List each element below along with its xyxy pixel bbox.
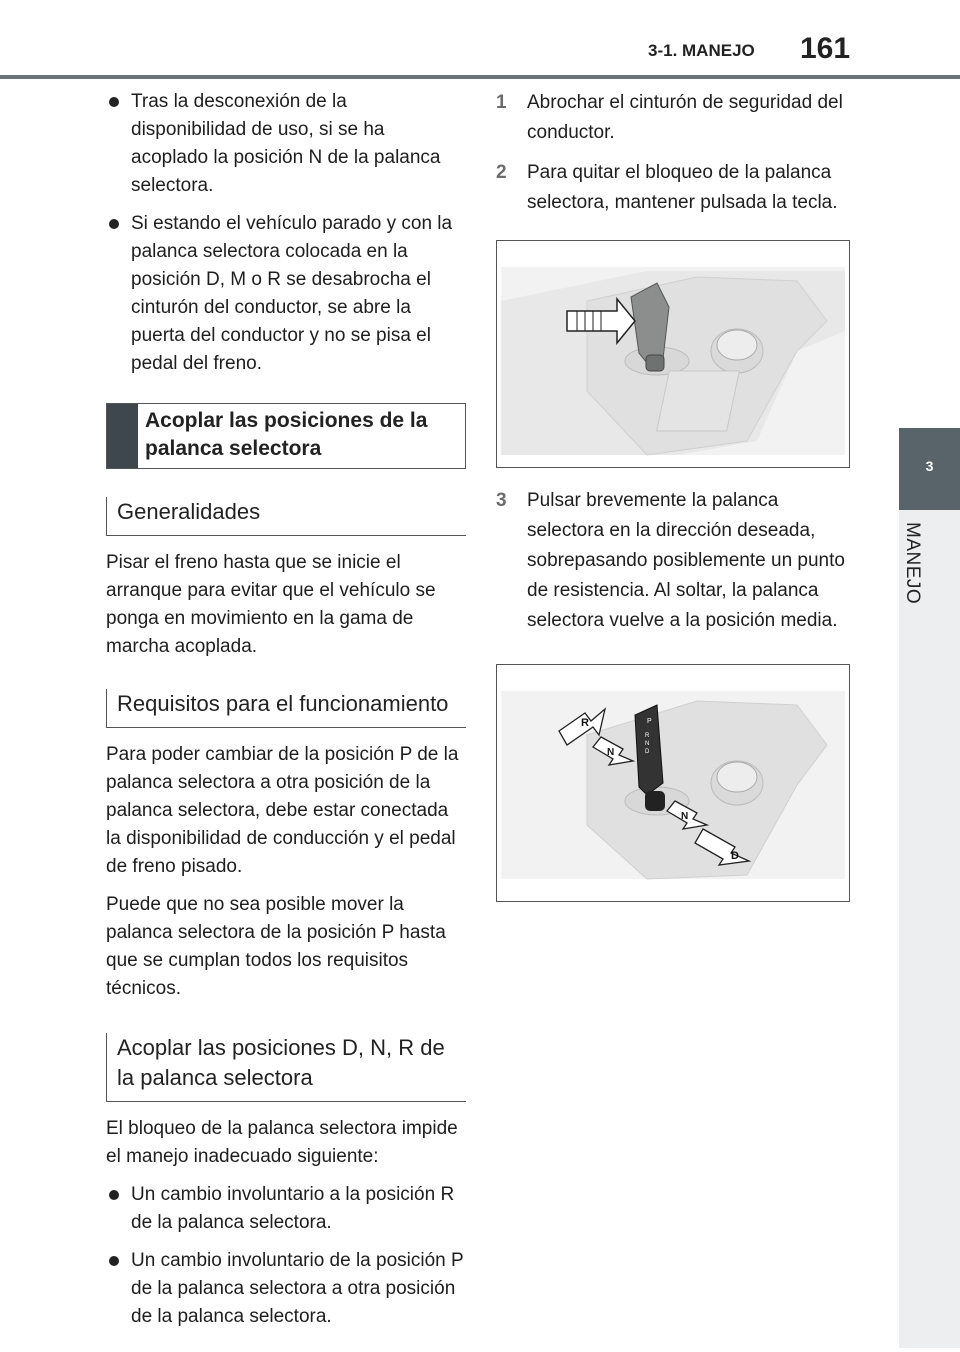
steps-list-b xyxy=(496,486,850,636)
step-number: 1 xyxy=(496,92,507,113)
figure-unlock-button xyxy=(496,240,850,468)
arrow-label-n-bottom: N xyxy=(681,811,689,822)
chapter-tab-label: MANEJO xyxy=(902,522,923,605)
paragraph: Para poder cambiar de la posición P de la palanca selectora a otra posición de la palanca selectora, debe estar conectada la disponibilidad de conducción y el pedal de freno pisado. xyxy=(106,744,459,877)
step-text: Pulsar brevemente la palanca selectora en la dirección deseada, sobrepasando posiblemente un punto de resistencia. Al soltar, la palanca selectora vuelve a la posición media. xyxy=(527,490,845,631)
subheading-acoplar-dnr: Acoplar las posiciones D, N, R de la palanca selectora xyxy=(106,1033,466,1102)
step-item xyxy=(496,88,850,148)
page-number: 161 xyxy=(800,32,851,65)
paragraph: El bloqueo de la palanca selectora impide el manejo inadecuado siguiente: xyxy=(106,1118,458,1167)
bullet-list-bottom xyxy=(106,1181,466,1331)
heading-bar xyxy=(107,404,138,468)
subheading-generalidades: Generalidades xyxy=(106,497,466,536)
arrow-label-n-top: N xyxy=(607,747,615,758)
chapter-tab-number: 3 xyxy=(899,428,960,510)
step-number: 3 xyxy=(496,490,507,511)
bullet-list-top xyxy=(106,88,466,378)
right-column xyxy=(496,88,850,902)
paragraph: Pisar el freno hasta que se inicie el arranque para evitar que el vehículo se ponga en movimiento en la gama de marcha acoplada. xyxy=(106,552,436,657)
arrow-label-r: R xyxy=(581,717,589,729)
lever-label-p: P xyxy=(647,718,652,725)
steps-list-a xyxy=(496,88,850,218)
header-rule xyxy=(0,75,960,79)
list-item: Si estando el vehículo parado y con la palanca selectora colocada en la posición D, M o R se desabrocha el cinturón del conductor, se abre la puerta del conductor y no se pisa el pedal del freno. xyxy=(106,210,466,378)
gear-lever-button-illustration xyxy=(497,241,849,467)
lever-label-n: N xyxy=(645,741,650,747)
step-item xyxy=(496,158,850,218)
figure-shift-directions xyxy=(496,664,850,902)
chapter-tab-strip xyxy=(899,510,960,1348)
step-text: Abrochar el cinturón de seguridad del conductor. xyxy=(527,92,843,143)
gear-shift-directions-illustration xyxy=(497,665,849,901)
section-heading xyxy=(106,403,466,469)
list-item: Tras la desconexión de la disponibilidad de uso, si se ha acoplado la posición N de la palanca selectora. xyxy=(106,88,466,200)
list-item: Un cambio involuntario a la posición R de la palanca selectora. xyxy=(106,1181,466,1237)
step-item xyxy=(496,486,850,636)
step-text: Para quitar el bloqueo de la palanca selectora, mantener pulsada la tecla. xyxy=(527,162,838,213)
lever-label-r: R xyxy=(645,733,650,739)
paragraph: Puede que no sea posible mover la palanca selectora de la posición P hasta que se cumplan todos los requisitos técnicos. xyxy=(106,894,446,999)
arrow-label-d: D xyxy=(731,850,739,862)
section-title: 3-1. MANEJO xyxy=(648,41,755,60)
step-number: 2 xyxy=(496,162,507,183)
section-heading-text: Acoplar las posiciones de la palanca selectora xyxy=(145,409,428,460)
subheading-requisitos: Requisitos para el funcionamiento xyxy=(106,689,466,728)
lever-label-d: D xyxy=(645,749,650,755)
left-column xyxy=(106,88,466,1341)
list-item: Un cambio involuntario de la posición P de la palanca selectora a otra posición de la palanca selectora. xyxy=(106,1247,466,1331)
